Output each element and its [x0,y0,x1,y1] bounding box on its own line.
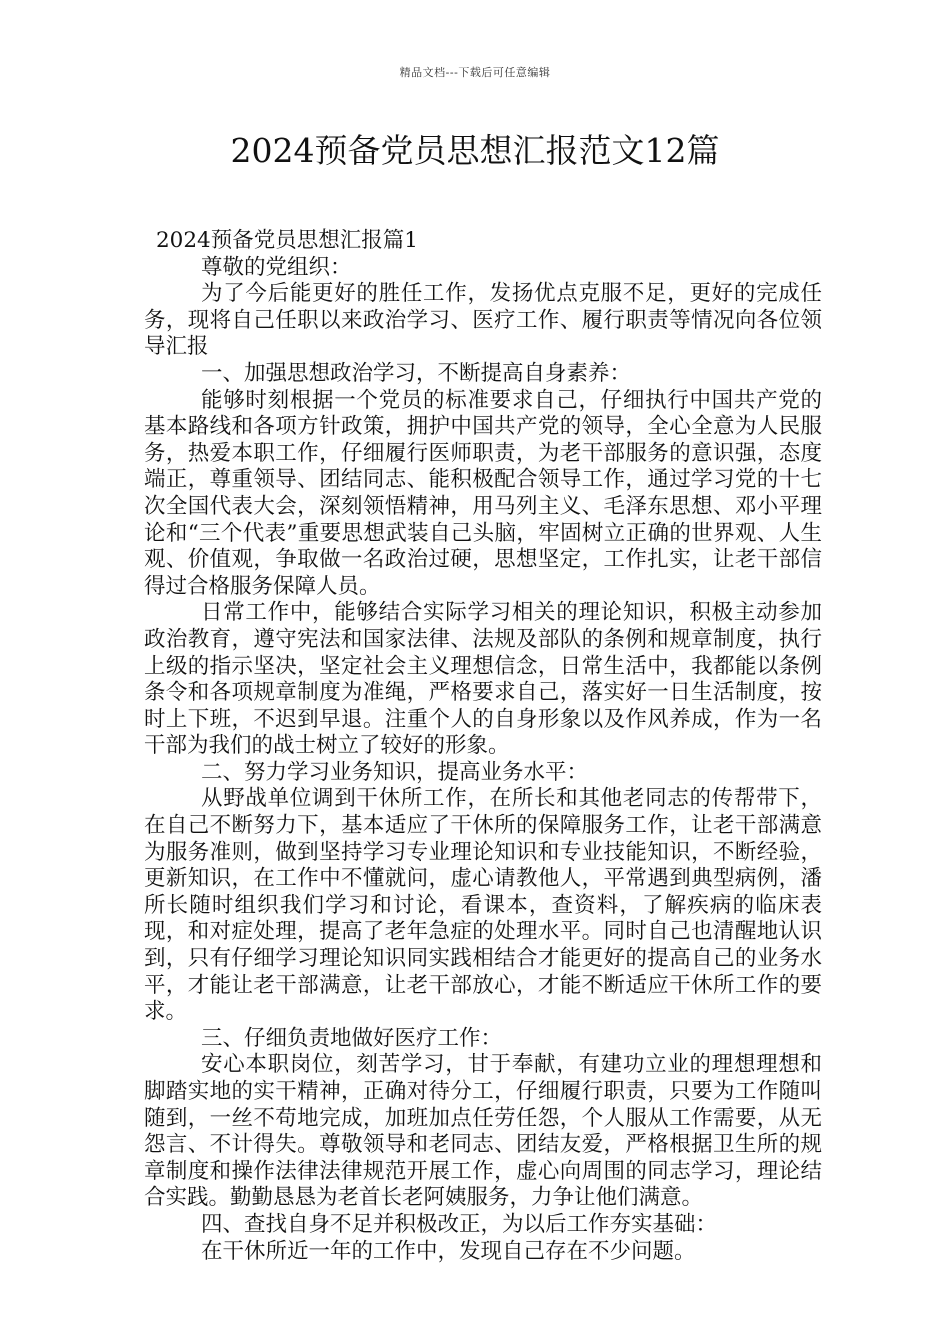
document-title: 2024预备党员思想汇报范文12篇 [230,131,720,170]
salutation: 尊敬的党组织： [201,254,352,280]
heading-part-3: 三、仔细负责地做好医疗工作： [201,1025,503,1051]
body-paragraph: 安心本职岗位，刻苦学习，甘于奉献，有建功立业的理想理想和脚踏实地的实干精神，正确对待分工，仔细履行职责，只要为工作随叫随到，一丝不苟地完成，加班加点任劳任怨，个人服从工作需要，从无怨言、不计得失。尊敬领导和老同志、团结友爱，严格根据卫生所的规章制度和操作法律法律规范开展工作，虚心向周围的同志学习，理论结合实践。勤勤恳恳为老首长老阿姨服务，力争让他们满意。 [144,1052,822,1211]
header-note: 精品文档---下载后可任意编辑 [399,66,551,79]
body-paragraph: 日常工作中，能够结合实际学习相关的理论知识，积极主动参加政治教育，遵守宪法和国家法律、法规及部队的条例和规章制度，执行上级的指示坚决，坚定社会主义理想信念，日常生活中，我都能以条例条令和各项规章制度为准绳，严格要求自己，落实好一日生活制度，按时上下班，不迟到早退。注重个人的自身形象以及作风养成，作为一名干部为我们的战士树立了较好的形象。 [144,600,822,759]
document-body [144,228,822,1265]
heading-part-1: 一、加强思想政治学习，不断提高自身素养： [201,360,632,386]
intro-paragraph: 为了今后能更好的胜任工作，发扬优点克服不足，更好的完成任务，现将自己任职以来政治学习、医疗工作、履行职责等情况向各位领导汇报 [144,281,822,360]
body-paragraph: 从野战单位调到干休所工作，在所长和其他老同志的传帮带下，在自己不断努力下，基本适应了干休所的保障服务工作，让老干部满意为服务准则，做到坚持学习专业理论知识和专业技能知识，不断经验，更新知识，在工作中不懂就问，虚心请教他人，平常遇到典型病例，潘所长随时组织我们学习和讨论，看课本，查资料，了解疾病的临床表现，和对症处理，提高了老年急症的处理水平。同时自己也清醒地认识到，只有仔细学习理论知识同实践相结合才能更好的提高自己的业务水平，才能让老干部满意，让老干部放心，才能不断适应干休所工作的要求。 [144,786,822,1025]
heading-part-4: 四、查找自身不足并积极改正，为以后工作夯实基础： [201,1211,718,1237]
heading-part-2: 二、努力学习业务知识，提高业务水平： [201,759,589,785]
body-paragraph: 能够时刻根据一个党员的标准要求自己，仔细执行中国共产党的基本路线和各项方针政策，拥护中国共产党的领导，全心全意为人民服务，热爱本职工作，仔细履行医师职责，为老干部服务的意识强，态度端正，尊重领导、团结同志、能积极配合领导工作，通过学习党的十七次全国代表大会，深刻领悟精神，用马列主义、毛泽东思想、邓小平理论和“三个代表”重要思想武装自己头脑，牢固树立正确的世界观、人生观、价值观，争取做一名政治过硬，思想坚定，工作扎实，让老干部信得过合格服务保障人员。 [144,387,822,599]
section-heading: 2024预备党员思想汇报篇1 [156,228,418,253]
body-paragraph: 在干休所近一年的工作中，发现自己存在不少问题。 [201,1238,696,1264]
